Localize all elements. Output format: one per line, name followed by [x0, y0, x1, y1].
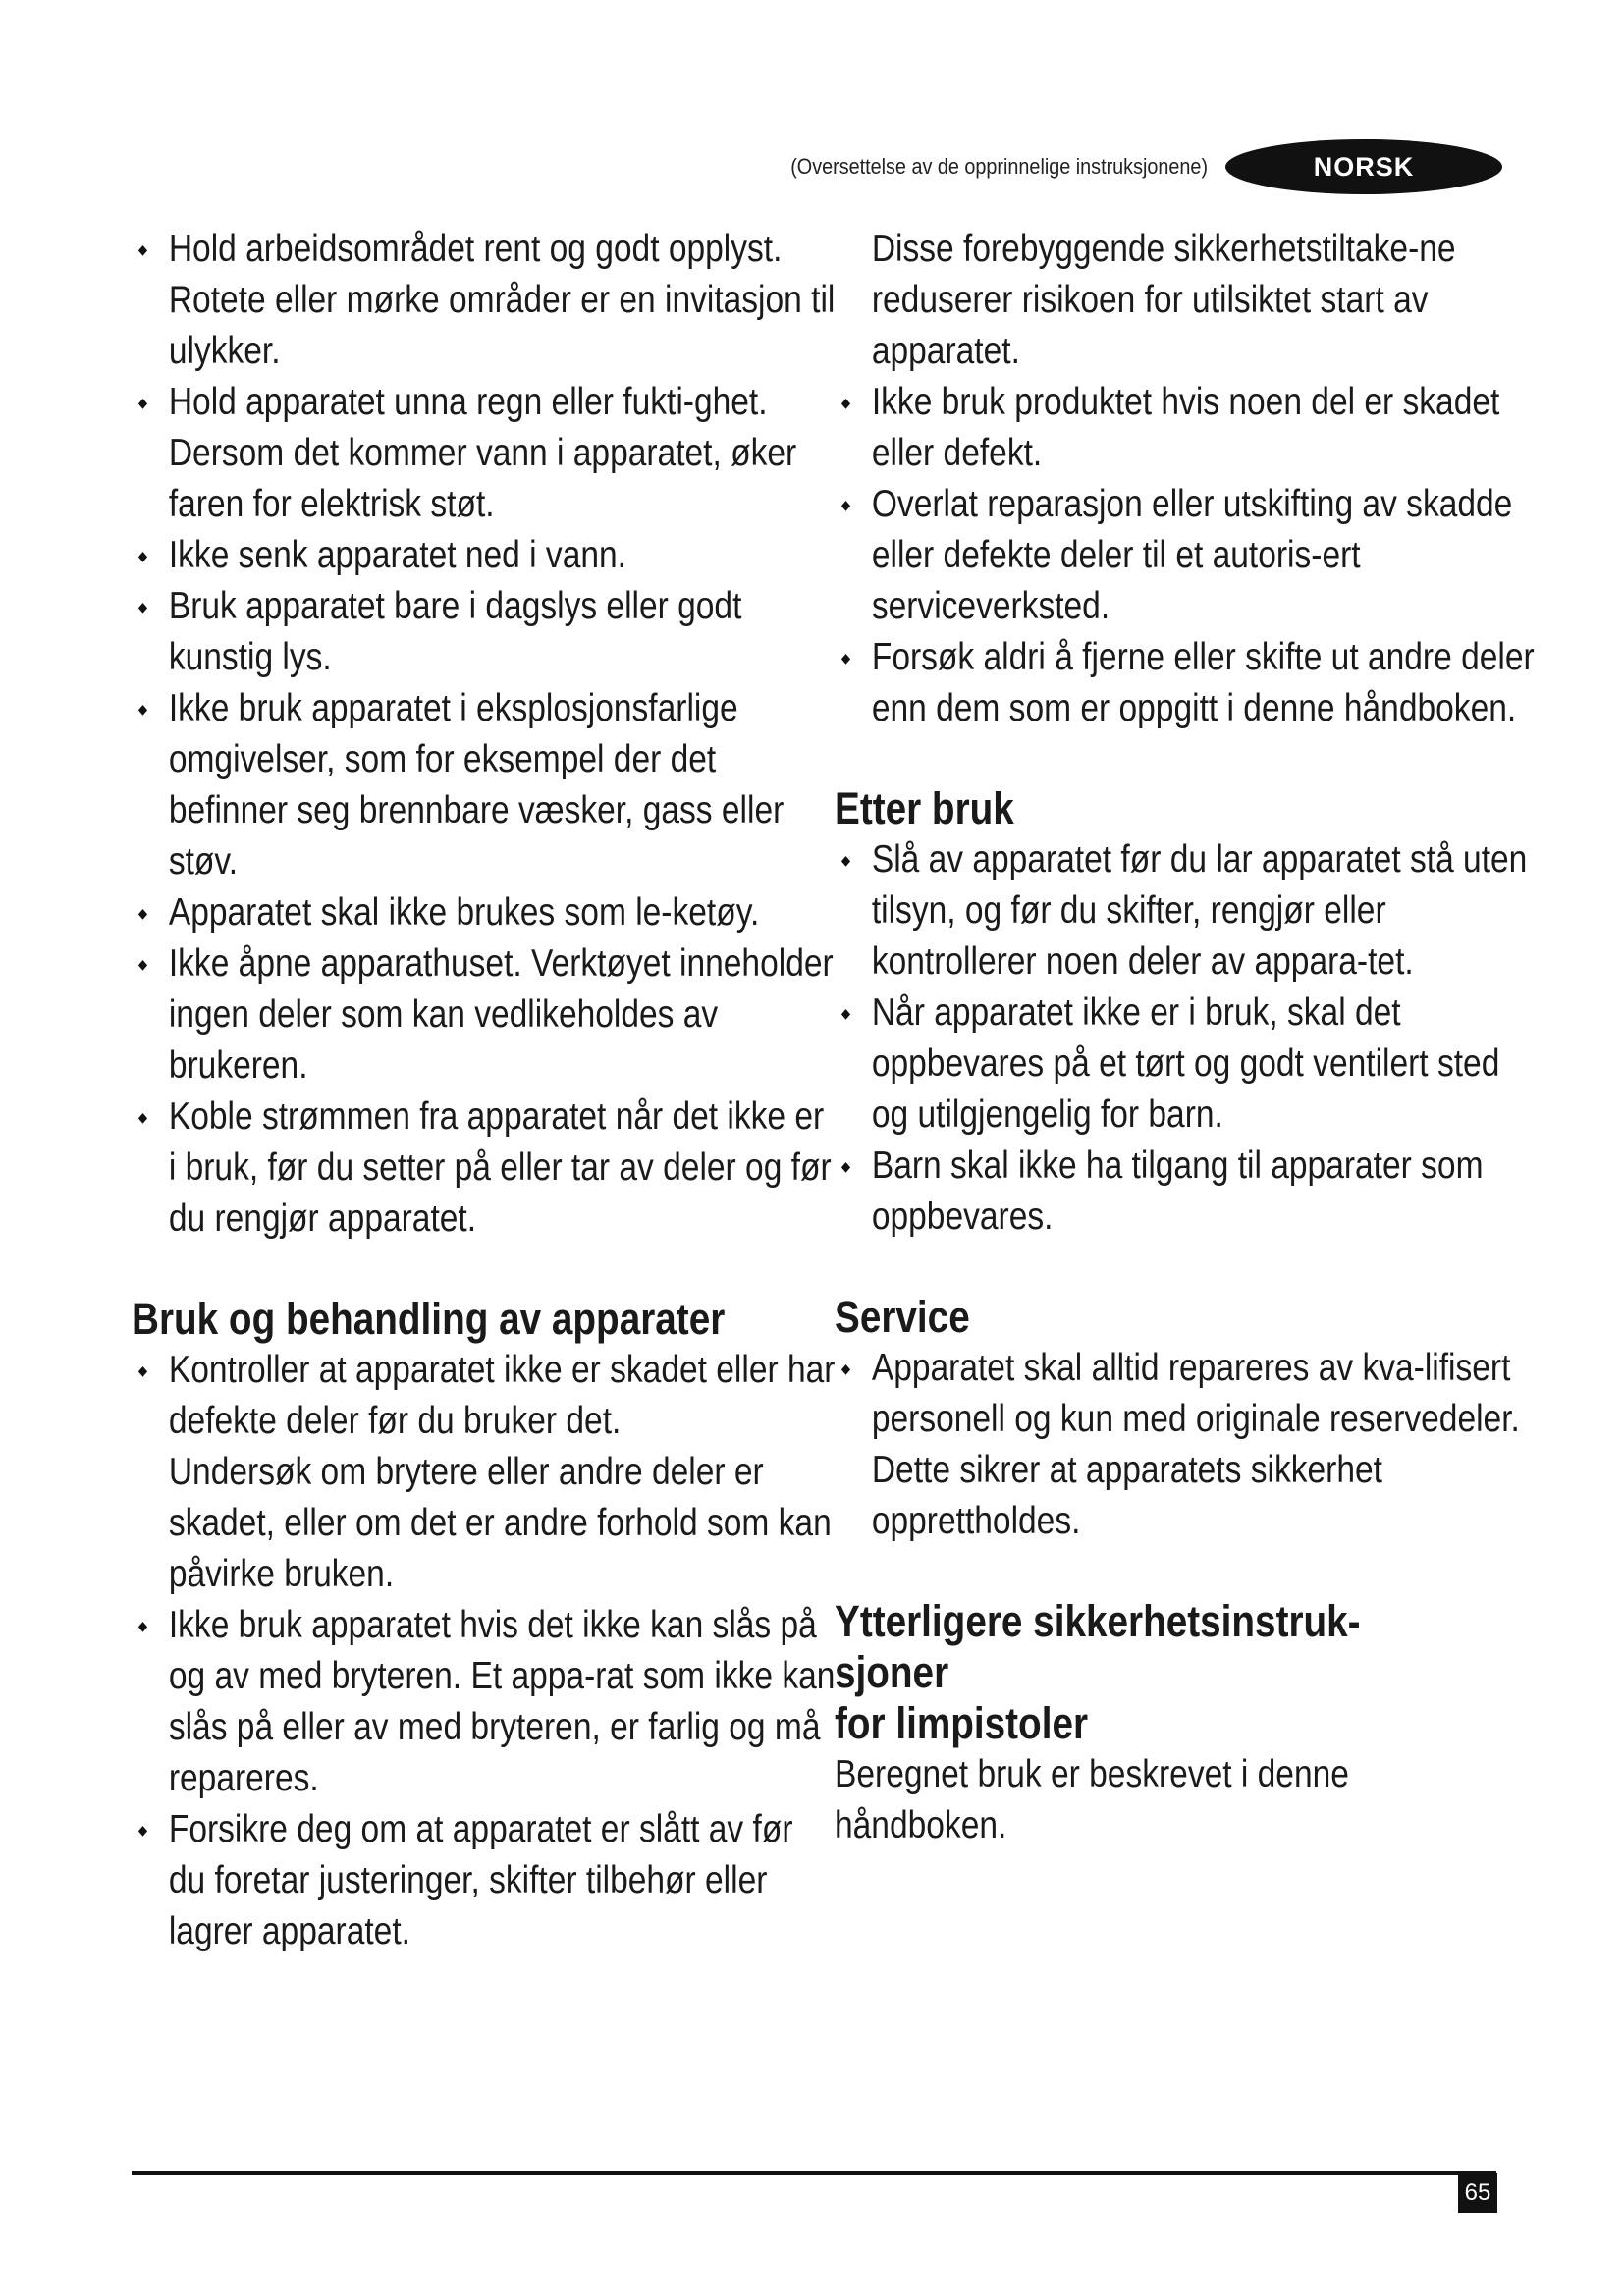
list-item: ◆ Hold arbeidsområdet rent og godt opplyst. Rotete eller mørke områder er en invitasjon til ulykker.	[132, 224, 836, 377]
use-and-care-list-continued	[132, 1600, 839, 1957]
continuation-text: Undersøk om brytere eller andre deler er skadet, eller om det er andre forhold som kan påvirke bruken.	[168, 1451, 832, 1595]
list-item: ◆ Barn skal ikke ha tilgang til apparater som oppbevares.	[835, 1141, 1539, 1243]
list-item: ◆ Ikke senk apparatet ned i vann.	[132, 530, 836, 581]
footer-rule	[132, 2171, 1496, 2175]
list-item: ◆ Apparatet skal alltid repareres av kva-lifisert personell og kun med originale reservedeler.	[835, 1343, 1539, 1445]
service-list	[835, 1343, 1542, 1445]
list-item: ◆ Ikke bruk apparatet hvis det ikke kan slås på og av med bryteren. Et appa-rat som ikke kan slås på eller av med bryteren, er farlig og må repareres.	[132, 1600, 836, 1804]
translation-note: (Oversettelse av de opprinnelige instruksjonene)	[790, 154, 1208, 179]
language-badge: NORSK	[1225, 139, 1502, 194]
page-number: 65	[1458, 2173, 1497, 2213]
list-item: ◆ Ikke åpne apparathuset. Verktøyet inneholder ingen deler som kan vedlikeholdes av brukeren.	[132, 938, 836, 1092]
list-item: ◆ Overlat reparasjon eller utskifting av skadde eller defekte deler til et autoris-ert serviceverksted.	[835, 479, 1539, 632]
section-heading-after-use: Etter bruk	[835, 783, 1014, 833]
list-item: ◆ Forsikre deg om at apparatet er slått av før du foretar justeringer, skifter tilbehør eller lagrer apparatet.	[132, 1804, 836, 1957]
list-item: ◆ Hold apparatet unna regn eller fukti-ghet. Dersom det kommer vann i apparatet, øker faren for elektrisk støt.	[132, 377, 836, 530]
list-item: ◆ Koble strømmen fra apparatet når det ikke er i bruk, før du setter på eller tar av deler og før du rengjør apparatet.	[132, 1092, 836, 1245]
list-item: ◆ Forsøk aldri å fjerne eller skifte ut andre deler enn dem som er oppgitt i denne håndboken.	[835, 632, 1539, 734]
list-item: ◆ Apparatet skal ikke brukes som le-ketøy.	[132, 887, 836, 938]
section-heading-extra-safety-line2: sjoner	[835, 1647, 949, 1697]
section-heading-extra-safety-line3: for limpistoler	[835, 1698, 1089, 1748]
section-heading-extra-safety: Ytterligere sikkerhetsinstruk-	[835, 1596, 1361, 1646]
section-heading-service: Service	[835, 1292, 970, 1342]
right-column	[835, 224, 1542, 1851]
safety-list	[132, 224, 839, 1245]
continuation-text: Dette sikrer at apparatets sikkerhet opprettholdes.	[871, 1449, 1382, 1542]
continuation-text: Disse forebyggende sikkerhetstiltake-ne reduserer risikoen for utilsiktet start av apparatet.	[871, 228, 1456, 372]
list-item: ◆ Bruk apparatet bare i dagslys eller godt kunstig lys.	[132, 581, 836, 683]
list-item: ◆ Ikke bruk apparatet i eksplosjonsfarlige omgivelser, som for eksempel der det befinner seg brennbare væsker, gass eller støv.	[132, 683, 836, 887]
left-column	[132, 224, 839, 1957]
section-heading-use-and-care: Bruk og behandling av apparater	[132, 1294, 726, 1344]
use-and-care-list	[132, 1345, 839, 1447]
intended-use-text: Beregnet bruk er beskrevet i denne håndboken.	[835, 1753, 1349, 1846]
list-item: ◆ Når apparatet ikke er i bruk, skal det oppbevares på et tørt og godt ventilert sted og utilgjengelig for barn.	[835, 988, 1539, 1141]
after-use-list	[835, 834, 1542, 1243]
page-header	[744, 139, 1502, 194]
list-item: ◆ Kontroller at apparatet ikke er skadet eller har defekte deler før du bruker det.	[132, 1345, 836, 1447]
safety-list-continued	[835, 377, 1542, 734]
list-item: ◆ Ikke bruk produktet hvis noen del er skadet eller defekt.	[835, 377, 1539, 479]
list-item: ◆ Slå av apparatet før du lar apparatet stå uten tilsyn, og før du skifter, rengjør eller kontrollerer noen deler av appara-tet.	[835, 834, 1539, 988]
